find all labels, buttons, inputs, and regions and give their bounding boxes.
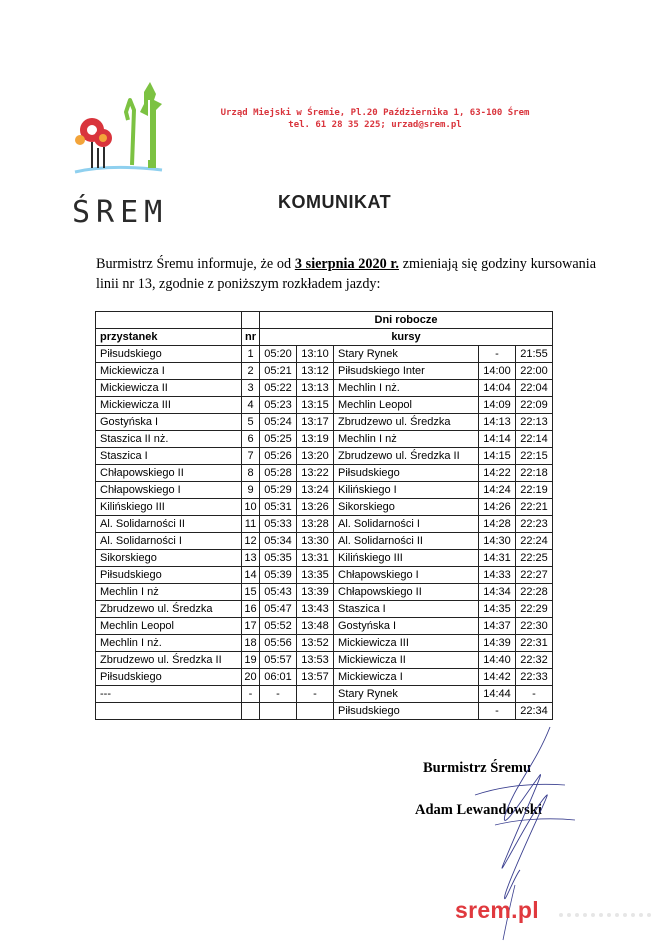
stop-cell: --- xyxy=(96,686,242,703)
time-cell-1: 05:34 xyxy=(260,533,297,550)
time-cell-2: 13:30 xyxy=(297,533,334,550)
time-cell-2: 13:17 xyxy=(297,414,334,431)
time-cell-3: 14:04 xyxy=(479,380,516,397)
time-cell-1: 05:29 xyxy=(260,482,297,499)
table-header-row-2 xyxy=(96,329,553,346)
time-cell-2: 13:43 xyxy=(297,601,334,618)
time-cell-2: 13:24 xyxy=(297,482,334,499)
signature-name: Adam Lewandowski xyxy=(415,802,542,818)
time-cell-2: 13:53 xyxy=(297,652,334,669)
nr-cell: 20 xyxy=(242,669,260,686)
time-cell-4: 22:24 xyxy=(516,533,553,550)
time-cell-1: 05:21 xyxy=(260,363,297,380)
table-header-row-1 xyxy=(96,312,553,329)
table-row xyxy=(96,448,553,465)
nr-cell: 17 xyxy=(242,618,260,635)
nr-cell: 3 xyxy=(242,380,260,397)
table-row xyxy=(96,380,553,397)
stop-cell: Mickiewicza II xyxy=(96,380,242,397)
return-stop-cell: Mickiewicza II xyxy=(334,652,479,669)
time-cell-4: 22:18 xyxy=(516,465,553,482)
time-cell-1: 05:31 xyxy=(260,499,297,516)
table-row xyxy=(96,346,553,363)
time-cell-1: 05:28 xyxy=(260,465,297,482)
nr-cell: 8 xyxy=(242,465,260,482)
time-cell-4: 22:15 xyxy=(516,448,553,465)
time-cell-1: 05:24 xyxy=(260,414,297,431)
time-cell-4: 21:55 xyxy=(516,346,553,363)
time-cell-1: 05:56 xyxy=(260,635,297,652)
office-address: Urząd Miejski w Śremie, Pl.20 Października 1, 63-100 Śrem xyxy=(220,108,530,118)
return-stop-cell: Stary Rynek xyxy=(334,686,479,703)
office-contact: tel. 61 28 35 225; urzad@srem.pl xyxy=(288,120,462,130)
time-cell-4: 22:28 xyxy=(516,584,553,601)
return-stop-cell: Chłapowskiego II xyxy=(334,584,479,601)
stop-cell: Chłapowskiego I xyxy=(96,482,242,499)
time-cell-4: 22:23 xyxy=(516,516,553,533)
return-stop-cell: Kilińskiego I xyxy=(334,482,479,499)
nr-cell: 5 xyxy=(242,414,260,431)
time-cell-2: 13:10 xyxy=(297,346,334,363)
table-row xyxy=(96,397,553,414)
table-row xyxy=(96,652,553,669)
stop-cell: Kilińskiego III xyxy=(96,499,242,516)
time-cell-2: 13:28 xyxy=(297,516,334,533)
time-cell-2: 13:39 xyxy=(297,584,334,601)
time-cell-3: 14:28 xyxy=(479,516,516,533)
time-cell-4: 22:33 xyxy=(516,669,553,686)
nr-cell xyxy=(242,703,260,720)
time-cell-1: 05:26 xyxy=(260,448,297,465)
time-cell-2 xyxy=(297,703,334,720)
time-cell-3: 14:26 xyxy=(479,499,516,516)
table-row xyxy=(96,533,553,550)
nr-cell: 7 xyxy=(242,448,260,465)
decorative-dots xyxy=(555,905,655,925)
time-cell-4: 22:00 xyxy=(516,363,553,380)
time-cell-3: 14:13 xyxy=(479,414,516,431)
time-cell-1: 05:33 xyxy=(260,516,297,533)
time-cell-1: 06:01 xyxy=(260,669,297,686)
table-row xyxy=(96,635,553,652)
table-row xyxy=(96,363,553,380)
time-cell-3: 14:39 xyxy=(479,635,516,652)
time-cell-1: - xyxy=(260,686,297,703)
time-cell-2: 13:22 xyxy=(297,465,334,482)
time-cell-3: 14:42 xyxy=(479,669,516,686)
return-stop-cell: Mickiewicza I xyxy=(334,669,479,686)
table-row xyxy=(96,465,553,482)
time-cell-1: 05:57 xyxy=(260,652,297,669)
stop-cell: Zbrudzewo ul. Średzka II xyxy=(96,652,242,669)
header-working-days: Dni robocze xyxy=(260,312,553,329)
time-cell-2: 13:57 xyxy=(297,669,334,686)
return-stop-cell: Piłsudskiego xyxy=(334,703,479,720)
stop-cell: Chłapowskiego II xyxy=(96,465,242,482)
brand-link[interactable]: srem.pl xyxy=(455,897,539,923)
time-cell-4: 22:32 xyxy=(516,652,553,669)
time-cell-1: 05:35 xyxy=(260,550,297,567)
table-row xyxy=(96,567,553,584)
time-cell-3: 14:22 xyxy=(479,465,516,482)
time-cell-2: - xyxy=(297,686,334,703)
return-stop-cell: Zbrudzewo ul. Średzka xyxy=(334,414,479,431)
time-cell-3: - xyxy=(479,346,516,363)
time-cell-3: 14:44 xyxy=(479,686,516,703)
intro-paragraph xyxy=(96,254,596,294)
time-cell-4: 22:19 xyxy=(516,482,553,499)
nr-cell: - xyxy=(242,686,260,703)
time-cell-4: 22:30 xyxy=(516,618,553,635)
time-cell-4: 22:27 xyxy=(516,567,553,584)
return-stop-cell: Piłsudskiego Inter xyxy=(334,363,479,380)
return-stop-cell: Gostyńska I xyxy=(334,618,479,635)
logo-wordmark: ŚREM xyxy=(72,195,169,230)
srem-logo xyxy=(70,80,170,230)
stop-cell: Mechlin I nż xyxy=(96,584,242,601)
nr-cell: 14 xyxy=(242,567,260,584)
nr-cell: 2 xyxy=(242,363,260,380)
time-cell-3: 14:35 xyxy=(479,601,516,618)
time-cell-4: 22:09 xyxy=(516,397,553,414)
table-row xyxy=(96,703,553,720)
intro-text-after: zmieniają się godziny kursowania linii nr 13, zgodnie z poniższym rozkładem jazdy: xyxy=(96,256,596,292)
table-row xyxy=(96,499,553,516)
nr-cell: 4 xyxy=(242,397,260,414)
time-cell-1: 05:22 xyxy=(260,380,297,397)
time-cell-4: - xyxy=(516,686,553,703)
intro-text-before: Burmistrz Śremu informuje, że od xyxy=(96,256,295,272)
return-stop-cell: Sikorskiego xyxy=(334,499,479,516)
stop-cell: Staszica I xyxy=(96,448,242,465)
time-cell-4: 22:29 xyxy=(516,601,553,618)
header-empty-stop xyxy=(96,312,242,329)
nr-cell: 11 xyxy=(242,516,260,533)
nr-cell: 1 xyxy=(242,346,260,363)
time-cell-4: 22:25 xyxy=(516,550,553,567)
return-stop-cell: Al. Solidarności II xyxy=(334,533,479,550)
header-kursy: kursy xyxy=(260,329,553,346)
time-cell-2: 13:15 xyxy=(297,397,334,414)
return-stop-cell: Piłsudskiego xyxy=(334,465,479,482)
time-cell-3: 14:00 xyxy=(479,363,516,380)
table-row xyxy=(96,550,553,567)
stop-cell: Piłsudskiego xyxy=(96,567,242,584)
effective-date: 3 sierpnia 2020 r. xyxy=(294,256,399,272)
stop-cell: Mechlin Leopol xyxy=(96,618,242,635)
table-row xyxy=(96,482,553,499)
stop-cell: Staszica II nż. xyxy=(96,431,242,448)
nr-cell: 19 xyxy=(242,652,260,669)
time-cell-4: 22:13 xyxy=(516,414,553,431)
time-cell-1: 05:25 xyxy=(260,431,297,448)
time-cell-3: 14:34 xyxy=(479,584,516,601)
return-stop-cell: Chłapowskiego I xyxy=(334,567,479,584)
return-stop-cell: Stary Rynek xyxy=(334,346,479,363)
table-row xyxy=(96,669,553,686)
time-cell-4: 22:14 xyxy=(516,431,553,448)
nr-cell: 12 xyxy=(242,533,260,550)
table-row xyxy=(96,618,553,635)
return-stop-cell: Mechlin I nż xyxy=(334,431,479,448)
time-cell-1 xyxy=(260,703,297,720)
stop-cell: Sikorskiego xyxy=(96,550,242,567)
time-cell-1: 05:47 xyxy=(260,601,297,618)
stop-cell: Mickiewicza I xyxy=(96,363,242,380)
office-header xyxy=(190,107,560,131)
table-row xyxy=(96,601,553,618)
timetable xyxy=(95,311,553,720)
stop-cell: Piłsudskiego xyxy=(96,669,242,686)
nr-cell: 15 xyxy=(242,584,260,601)
nr-cell: 13 xyxy=(242,550,260,567)
return-stop-cell: Mickiewicza III xyxy=(334,635,479,652)
stop-cell xyxy=(96,703,242,720)
nr-cell: 18 xyxy=(242,635,260,652)
return-stop-cell: Mechlin Leopol xyxy=(334,397,479,414)
time-cell-2: 13:48 xyxy=(297,618,334,635)
time-cell-3: 14:30 xyxy=(479,533,516,550)
table-row xyxy=(96,516,553,533)
stop-cell: Mickiewicza III xyxy=(96,397,242,414)
time-cell-2: 13:12 xyxy=(297,363,334,380)
time-cell-3: 14:15 xyxy=(479,448,516,465)
srem-logo-graphic xyxy=(70,80,170,230)
time-cell-2: 13:13 xyxy=(297,380,334,397)
time-cell-3: 14:37 xyxy=(479,618,516,635)
return-stop-cell: Kilińskiego III xyxy=(334,550,479,567)
document-title: KOMUNIKAT xyxy=(278,192,392,212)
time-cell-3: 14:14 xyxy=(479,431,516,448)
header-nr: nr xyxy=(242,329,260,346)
time-cell-1: 05:43 xyxy=(260,584,297,601)
signature-role: Burmistrz Śremu xyxy=(423,760,532,776)
table-row xyxy=(96,431,553,448)
stop-cell: Al. Solidarności I xyxy=(96,533,242,550)
nr-cell: 9 xyxy=(242,482,260,499)
header-stop: przystanek xyxy=(96,329,242,346)
time-cell-3: 14:33 xyxy=(479,567,516,584)
stop-cell: Mechlin I nż. xyxy=(96,635,242,652)
table-row xyxy=(96,414,553,431)
return-stop-cell: Al. Solidarności I xyxy=(334,516,479,533)
time-cell-2: 13:31 xyxy=(297,550,334,567)
nr-cell: 6 xyxy=(242,431,260,448)
time-cell-1: 05:20 xyxy=(260,346,297,363)
time-cell-3: - xyxy=(479,703,516,720)
header-empty-nr xyxy=(242,312,260,329)
time-cell-2: 13:19 xyxy=(297,431,334,448)
table-row xyxy=(96,686,553,703)
time-cell-3: 14:31 xyxy=(479,550,516,567)
time-cell-3: 14:24 xyxy=(479,482,516,499)
stop-cell: Gostyńska I xyxy=(96,414,242,431)
time-cell-4: 22:04 xyxy=(516,380,553,397)
stop-cell: Piłsudskiego xyxy=(96,346,242,363)
time-cell-4: 22:34 xyxy=(516,703,553,720)
nr-cell: 16 xyxy=(242,601,260,618)
stop-cell: Al. Solidarności II xyxy=(96,516,242,533)
time-cell-1: 05:39 xyxy=(260,567,297,584)
nr-cell: 10 xyxy=(242,499,260,516)
return-stop-cell: Staszica I xyxy=(334,601,479,618)
return-stop-cell: Mechlin I nż. xyxy=(334,380,479,397)
time-cell-2: 13:26 xyxy=(297,499,334,516)
time-cell-2: 13:52 xyxy=(297,635,334,652)
time-cell-3: 14:40 xyxy=(479,652,516,669)
time-cell-2: 13:20 xyxy=(297,448,334,465)
time-cell-1: 05:23 xyxy=(260,397,297,414)
stop-cell: Zbrudzewo ul. Średzka xyxy=(96,601,242,618)
table-row xyxy=(96,584,553,601)
return-stop-cell: Zbrudzewo ul. Średzka II xyxy=(334,448,479,465)
time-cell-4: 22:21 xyxy=(516,499,553,516)
time-cell-3: 14:09 xyxy=(479,397,516,414)
time-cell-4: 22:31 xyxy=(516,635,553,652)
time-cell-2: 13:35 xyxy=(297,567,334,584)
time-cell-1: 05:52 xyxy=(260,618,297,635)
